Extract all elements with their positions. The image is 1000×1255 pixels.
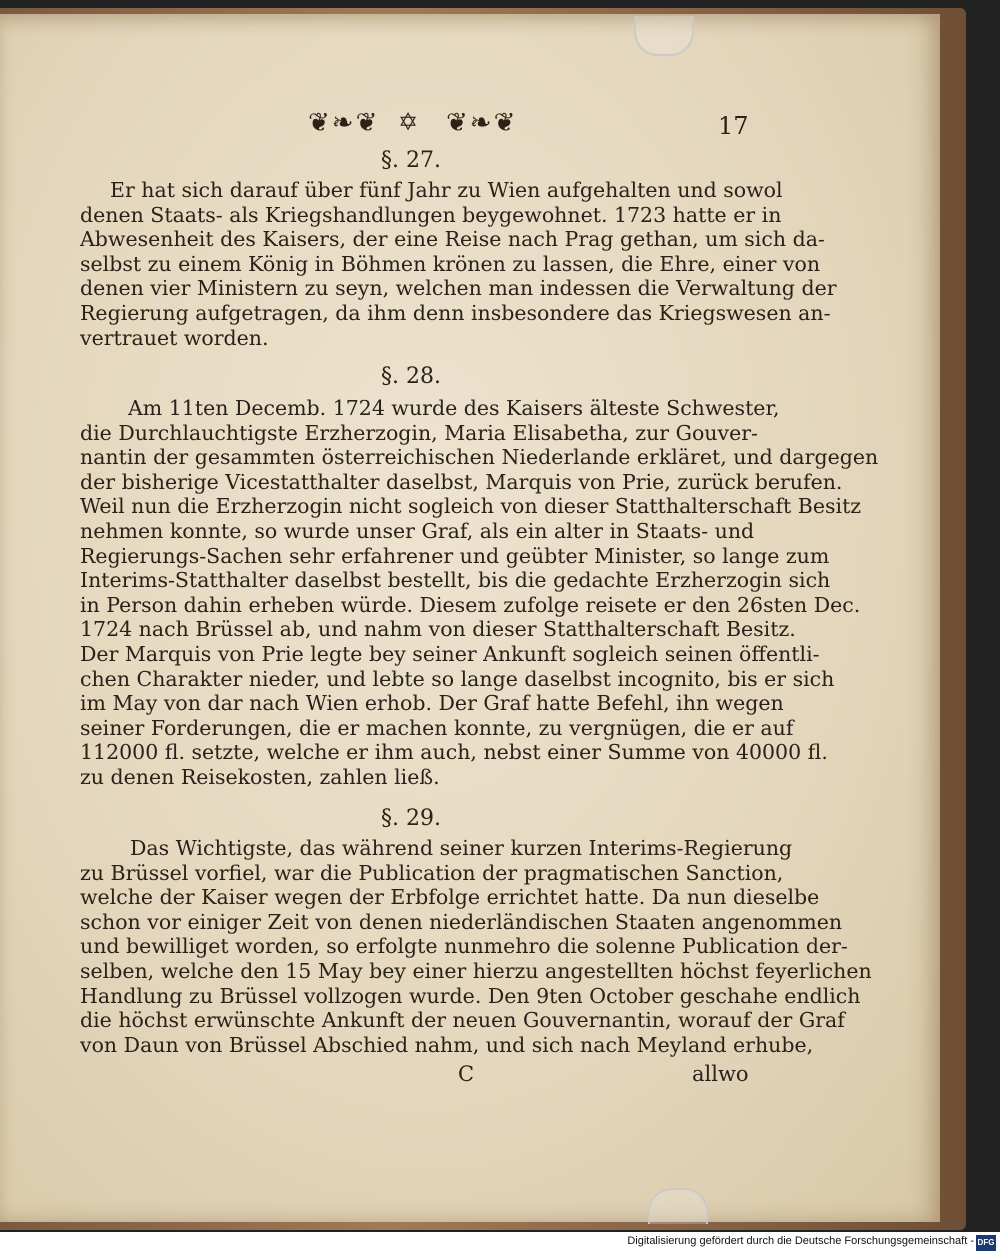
text-line: die höchst erwünschte Ankunft der neuen Gouvernantin, worauf der Graf <box>80 1008 845 1033</box>
footer-credit-text: Digitalisierung gefördert durch die Deutsche Forschungsgemeinschaft - <box>627 1235 974 1247</box>
bottom-page-clip <box>648 1188 708 1224</box>
text-line: die Durchlauchtigste Erzherzogin, Maria Elisabetha, zur Gouver- <box>80 420 758 445</box>
text-line: schon vor einiger Zeit von denen niederländischen Staaten angenommen <box>80 909 843 934</box>
text-line: selbst zu einem König in Böhmen krönen zu lassen, die Ehre, einer von <box>80 251 821 276</box>
text-line: seiner Forderungen, die er machen konnte, zu vergnügen, die er auf <box>80 715 794 740</box>
text-line: von Daun von Brüssel Abschied nahm, und sich nach Meyland erhube, <box>80 1032 814 1057</box>
text-line: Das Wichtigste, das während seiner kurzen Interims-Regierung <box>130 836 793 860</box>
top-page-clip <box>634 16 694 56</box>
text-line: zu denen Reisekosten, zahlen ließ. <box>80 764 440 789</box>
text-line: Handlung zu Brüssel vollzogen wurde. Den 9ten October geschahe endlich <box>80 983 861 1008</box>
section-heading-28: §. 28. <box>381 364 441 389</box>
text-line: 1724 nach Brüssel ab, und nahm von dieser Statthalterschaft Besitz. <box>80 617 796 642</box>
text-line: Am 11ten Decemb. 1724 wurde des Kaisers älteste Schwester, <box>128 396 780 420</box>
text-line: denen vier Ministern zu seyn, welchen man indessen die Verwaltung der <box>80 276 837 301</box>
text-line: der bisherige Vicestatthalter daselbst, Marquis von Prie, zurück berufen. <box>80 469 843 494</box>
ornament-left: ❦❧❦ <box>308 108 380 138</box>
section-heading-27: §. 27. <box>381 148 441 173</box>
text-line: Der Marquis von Prie legte bey seiner Ankunft sogleich seinen öffentli- <box>80 641 820 666</box>
catchword: allwo <box>692 1062 749 1086</box>
text-line: denen Staats- als Kriegshandlungen beygewohnet. 1723 hatte er in <box>80 202 782 227</box>
section-body-29 <box>80 836 872 1057</box>
ornament-center-star-icon: ✡ <box>398 108 421 136</box>
ornament-right: ❦❧❦ <box>446 108 518 138</box>
text-line: welche der Kaiser wegen der Erbfolge errichtet hatte. Da nun dieselbe <box>80 885 820 910</box>
text-line: chen Charakter nieder, und lebte so lange daselbst incognito, bis er sich <box>80 666 835 691</box>
text-line: Weil nun die Erzherzogin nicht sogleich von dieser Statthalterschaft Besitz <box>80 494 862 519</box>
text-line: Abwesenheit des Kaisers, der eine Reise nach Prag gethan, um sich da- <box>80 227 825 252</box>
section-heading-29: §. 29. <box>381 806 441 831</box>
section-body-28 <box>80 396 879 790</box>
page-number: 17 <box>718 112 749 140</box>
footer-bar <box>0 1232 1000 1255</box>
text-line: in Person dahin erheben würde. Diesem zufolge reisete er den 26sten Dec. <box>80 592 861 617</box>
text-line: zu Brüssel vorfiel, war die Publication der pragmatischen Sanction, <box>80 860 784 885</box>
text-line: im May von dar nach Wien erhob. Der Graf hatte Befehl, ihn wegen <box>80 691 784 716</box>
text-line: 112000 fl. setzte, welche er ihm auch, nebst einer Summe von 40000 fl. <box>80 740 828 765</box>
text-line: Regierungs-Sachen sehr erfahrener und geübter Minister, so lange zum <box>80 543 830 568</box>
text-line: nehmen konnte, so wurde unser Graf, als ein alter in Staats- und <box>80 518 755 543</box>
text-line: selben, welche den 15 May bey einer hierzu angestellten höchst feyerlichen <box>80 958 872 983</box>
text-line: und bewilliget worden, so erfolgte nunmehro die solenne Publication der- <box>80 934 848 959</box>
text-line: Regierung aufgetragen, da ihm denn insbesondere das Kriegswesen an- <box>80 300 831 325</box>
text-line: vertrauet worden. <box>80 325 269 350</box>
text-line: Er hat sich darauf über fünf Jahr zu Wien aufgehalten und sowol <box>110 178 783 202</box>
section-body-27 <box>80 178 837 350</box>
dfg-logo-icon: DFG <box>976 1235 996 1251</box>
text-line: Interims-Statthalter daselbst bestellt, bis die gedachte Erzherzogin sich <box>80 568 831 593</box>
signature-mark: C <box>458 1062 475 1086</box>
text-line: nantin der gesammten österreichischen Niederlande erkläret, und dargegen <box>80 445 879 470</box>
